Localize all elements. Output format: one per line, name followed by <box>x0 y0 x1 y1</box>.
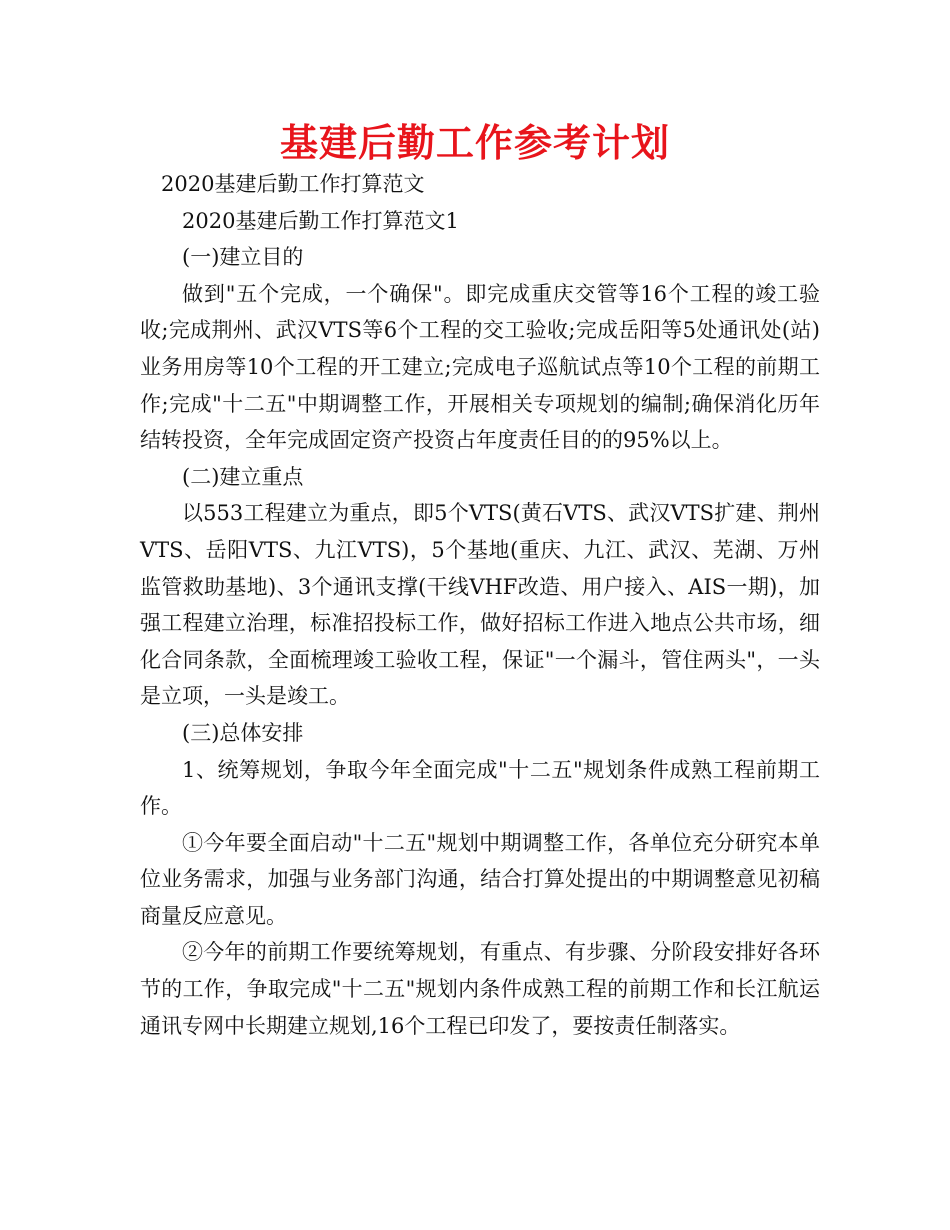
paragraph-goals: 做到"五个完成，一个确保"。即完成重庆交管等16个工程的竣工验收;完成荆州、武汉VTS等6个工程的交工验收;完成岳阳等5处通讯处(站)业务用房等10个工程的开工建立;完成电子巡航试点等10个工程的前期工作;完成"十二五"中期调整工作，开展相关专项规划的编制;确保消化历年结转投资，全年完成固定资产投资占年度责任目的的95%以上。 <box>140 281 820 453</box>
document-title: 基建后勤工作参考计划 <box>279 121 670 165</box>
paragraph-subheading: 2020基建后勤工作打算范文1 <box>182 208 459 233</box>
paragraph-item-1: 1、统筹规划，争取今年全面完成"十二五"规划条件成熟工程前期工作。 <box>140 757 820 819</box>
paragraph-item-1-sub-1: ①今年要全面启动"十二五"规划中期调整工作，各单位充分研究本单位业务需求，加强与业务部门沟通，结合打算处提出的中期调整意见初稿商量反应意见。 <box>140 830 820 928</box>
section-heading-overall-arrangement: (三)总体安排 <box>182 720 304 745</box>
document-body <box>140 166 820 1044</box>
section-heading-goals: (一)建立目的 <box>182 245 304 270</box>
paragraph-item-1-sub-2: ②今年的前期工作要统筹规划，有重点、有步骤、分阶段安排好各环节的工作，争取完成"十二五"规划内条件成熟工程的前期工作和长江航运通讯专网中长期建立规划,16个工程已印发了，要按责任制落实。 <box>140 940 820 1038</box>
section-heading-key-points: (二)建立重点 <box>182 464 304 489</box>
paragraph-key-points: 以553工程建立为重点，即5个VTS(黄石VTS、武汉VTS扩建、荆州VTS、岳阳VTS、九江VTS)，5个基地(重庆、九江、武汉、芜湖、万州监管救助基地)、3个通讯支撑(干线VHF改造、用户接入、AIS一期)，加强工程建立治理，标准招投标工作，做好招标工作进入地点公共市场，细化合同条款，全面梳理竣工验收工程，保证"一个漏斗，管住两头"，一头是立项，一头是竣工。 <box>140 501 820 709</box>
paragraph-heading: 2020基建后勤工作打算范文 <box>161 172 425 196</box>
